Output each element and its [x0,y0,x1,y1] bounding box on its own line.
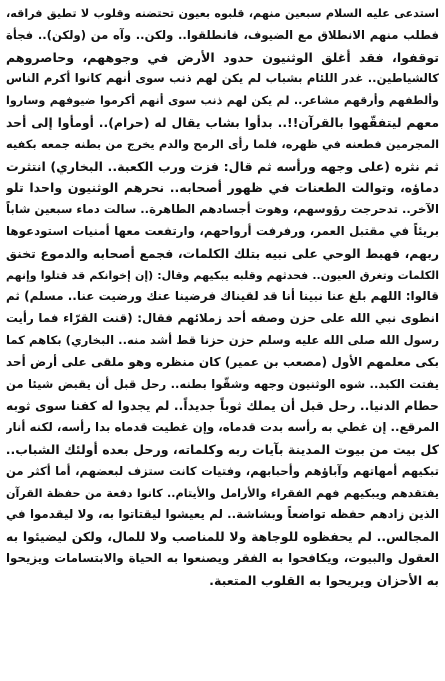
text-line: رسول الله صلى الله عليه وسلم حزن حزنا قط أشد منه.. البخاري) بكاهم كما [6,332,439,347]
text-line: الذين زادهم حفظه تواضعاً وبشاشة.. لم يعيشوا ليقتاتوا به، ولا ليقدموا في [6,507,439,522]
text-line: ربهم، فهبط الوحي على نبيه بتلك الكلمات، فجمع أصحابه والدموع تخنق [6,245,439,261]
text-line: حطام الدنيا.. رحل قبل أن يملك ثوباً جديداً.. لم يجدوا له كفنا سوى ثوبه [6,398,439,414]
text-line: الكلمات وتغرق العيون.. فحدثهم وقلبه يبكيهم وقال: (إن إخوانكم قد قتلوا وإنهم [6,268,439,282]
text-line: ثم نثره (على وجهه ورأسه ثم قال: فزت ورب الكعبة.. البخاري) انتثرت [6,158,439,174]
text-line: وألطفهم وأرقهم مشاعر.. لم يكن لهم ذنب سوى أنهم أكرموا ضيوفهم وساروا [6,94,439,108]
text-line: كل بيت من بيوت المدينة بآيات ربه وكلماته، ورحل بعده أولئك الشباب.. [6,441,439,457]
text-line: المرقع.. إن غطي به رأسه بدت قدماه، وإن غطيت قدماه بدا رأسه، لكنه أنار [6,420,439,435]
text-line: دماؤه، وتوالت الطعنات في ظهور أصحابه.. نحرهم الوثنيون واحدا تلو [6,180,439,196]
text-line: الآخر.. تدحرجت رؤوسهم، وهوت أجسادهم الطاهرة.. سالت دماء سبعين شاباً [6,202,439,217]
text-line: تبكيهم أمهاتهم وآباؤهم وأحبابهم، وفتيات كانت ستزف لبعضهم، أما أكثر من [6,463,439,478]
text-line-last: به الأحزان ويريحوا به القلوب المتعبة. [209,572,439,588]
text-line: قالوا: اللهم بلغ عنا نبينا أنا قد لقيناك فرضينا عنك ورضيت عنا.. مسلم) ثم [6,289,439,304]
text-line: بريئاً في مقتبل العمر، ورفرفت أرواحهم، وارتفعت معها أمنيات استودعوها [6,223,439,238]
text-line: فطلب منهم الانطلاق مع الضيوف، فانطلقوا.. ولكن.. وآه من (ولكن).. فجأة [6,27,439,42]
text-line: انطوى نبي الله على حزن وصفه أحد زملائهم فقال: (قنت القرّاء فما رأيت [6,311,439,326]
text-line: معهم ليتفقّهوا بالقرآن!!.. بدأوا بشاب يقال له (حرام).. أومأوا إلى أحد [6,114,439,130]
text-line: المجالس.. لم يحفظوه للوجاهة ولا للمناصب ولا للمال، ولكن ليضيئوا به [6,529,439,545]
text-line: بكى معلمهم الأول (مصعب بن عمير) كان منظره وهو ملقى على أرض أحد [6,354,439,369]
text-line: كالشياطين.. غدر اللئام بشباب لم يكن لهم ذنب سوى أنهم كانوا أكرم الناس [6,71,439,86]
text-line: المجرمين فطعنه في ظهره، فلما رأى الرمح والدم يخرج من بطنه جمعه بكفيه [6,136,439,151]
text-line: توقفوا، فقد أغلق الوثنيون حدود الأرض في وجوههم، وحاصروهم [6,49,439,65]
text-line: استدعى عليه السلام سبعين منهم، قلبوه بعيون تحتضنه وقلوب لا تطيق فراقه، [6,7,439,20]
text-line: يفتقدهم ويبكيهم فهم الفقراء والأرامل والأيتام.. كانوا دفعة من حفظة القرآن [6,486,439,500]
text-line: العقول والبيوت، ويكافحوا به الفقر ويصنعوا به الحياة والابتسامات ويزيحوا [6,550,439,565]
text-line: يفتت الكبد.. شوه الوثنيون وجهه وشقّوا بطنه.. رحل قبل أن يقبض شيئا من [6,376,439,391]
